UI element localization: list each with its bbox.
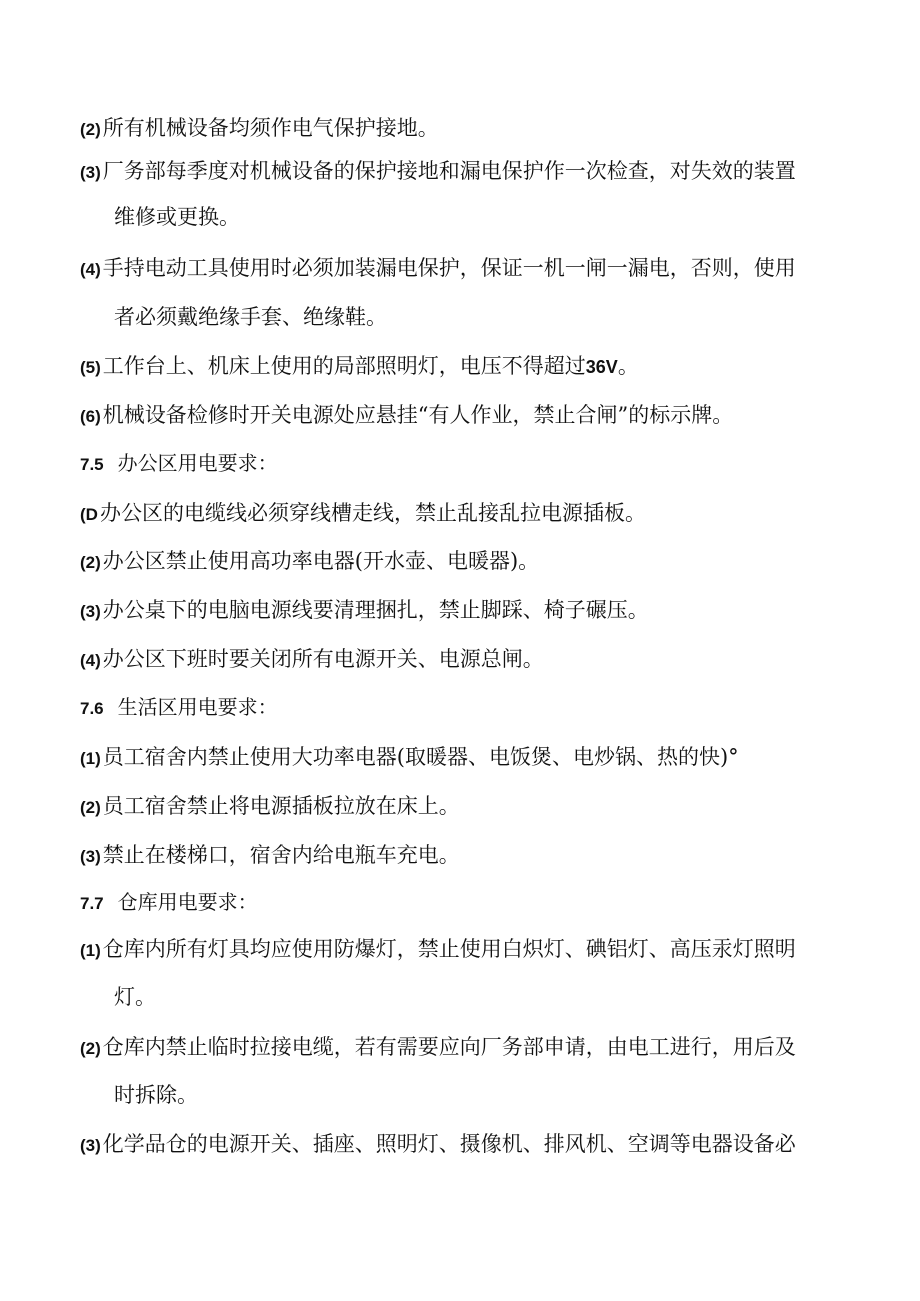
item-number: (4) — [80, 651, 101, 670]
item-text: 维修或更换。 — [114, 205, 240, 229]
paragraph-line — [80, 401, 733, 431]
item-text: 所有机械设备均须作电气保护接地。 — [102, 116, 439, 140]
paragraph-line — [80, 935, 796, 965]
item-number: (6) — [80, 407, 101, 426]
item-text: 工作台上、机床上使用的局部照明灯，电压不得超过 — [102, 354, 586, 378]
paragraph-continuation — [114, 983, 156, 1011]
paragraph-line — [80, 1033, 796, 1063]
section-heading — [80, 889, 258, 918]
item-number: (5) — [80, 358, 101, 377]
item-number: (2) — [80, 1039, 101, 1058]
paragraph-line — [80, 157, 796, 187]
section-number: 7.7 — [80, 894, 104, 913]
paragraph-line — [80, 743, 739, 773]
item-text: 办公区禁止使用高功率电器(开水壶、电暖器)。 — [102, 549, 540, 573]
item-text: 化学品仓的电源开关、插座、照明灯、摄像机、排风机、空调等电器设备必 — [102, 1132, 796, 1156]
item-text: 灯。 — [114, 985, 156, 1009]
item-text-tail: 。 — [617, 354, 639, 378]
item-number: (2) — [80, 798, 101, 817]
item-text: 厂务部每季度对机械设备的保护接地和漏电保护作一次检查，对失效的装置 — [102, 159, 796, 183]
item-number: (3) — [80, 1136, 101, 1155]
section-title: 办公区用电要求： — [117, 453, 278, 475]
paragraph-line — [80, 254, 796, 284]
item-text: 办公区的电缆线必须穿线槽走线，禁止乱接乱拉电源插板。 — [99, 501, 646, 525]
item-number: (4) — [80, 260, 101, 279]
item-text: 手持电动工具使用时必须加装漏电保护，保证一机一闸一漏电，否则，使用 — [102, 256, 796, 280]
paragraph-line — [80, 645, 544, 675]
item-number: (3) — [80, 602, 101, 621]
paragraph-line — [80, 114, 439, 144]
paragraph-line — [80, 596, 649, 626]
item-text: 时拆除。 — [114, 1083, 198, 1107]
section-title: 仓库用电要求： — [117, 892, 258, 914]
section-heading — [80, 694, 278, 723]
item-text: 仓库内所有灯具均应使用防爆灯，禁止使用白炽灯、碘铝灯、高压汞灯照明 — [102, 937, 796, 961]
item-text: 办公桌下的电脑电源线要清理捆扎，禁止脚踩、椅子碾压。 — [102, 598, 649, 622]
paragraph-line — [80, 547, 539, 577]
section-number: 7.5 — [80, 455, 104, 474]
item-number: (2) — [80, 553, 101, 572]
section-title: 生活区用电要求： — [117, 697, 278, 719]
paragraph-line — [80, 1130, 796, 1160]
voltage-value: 36V — [585, 357, 618, 377]
paragraph-line — [80, 352, 639, 382]
item-text: 员工宿舍内禁止使用大功率电器(取暖器、电饭煲、电炒锅、热的快)° — [102, 745, 739, 769]
section-heading — [80, 450, 278, 479]
item-text: 仓库内禁止临时拉接电缆，若有需要应向厂务部申请，由电工进行，用后及 — [102, 1035, 796, 1059]
item-number: (D — [80, 505, 98, 524]
item-text: 者必须戴绝缘手套、绝缘鞋。 — [114, 305, 387, 329]
paragraph-line — [80, 792, 460, 822]
section-number: 7.6 — [80, 699, 104, 718]
paragraph-continuation — [114, 303, 387, 331]
item-text: 禁止在楼梯口，宿舍内给电瓶车充电。 — [102, 843, 460, 867]
item-number: (1) — [80, 749, 101, 768]
item-text: 办公区下班时要关闭所有电源开关、电源总闸。 — [102, 647, 544, 671]
item-number: (3) — [80, 163, 101, 182]
item-text: 员工宿舍禁止将电源插板拉放在床上。 — [102, 794, 460, 818]
paragraph-continuation — [114, 203, 240, 231]
item-text: 机械设备检修时开关电源处应悬挂“有人作业，禁止合闸”的标示牌。 — [102, 403, 734, 427]
item-number: (1) — [80, 941, 101, 960]
paragraph-line — [80, 499, 646, 529]
paragraph-continuation — [114, 1081, 198, 1109]
item-number: (3) — [80, 847, 101, 866]
paragraph-line — [80, 841, 460, 871]
item-number: (2) — [80, 120, 101, 139]
